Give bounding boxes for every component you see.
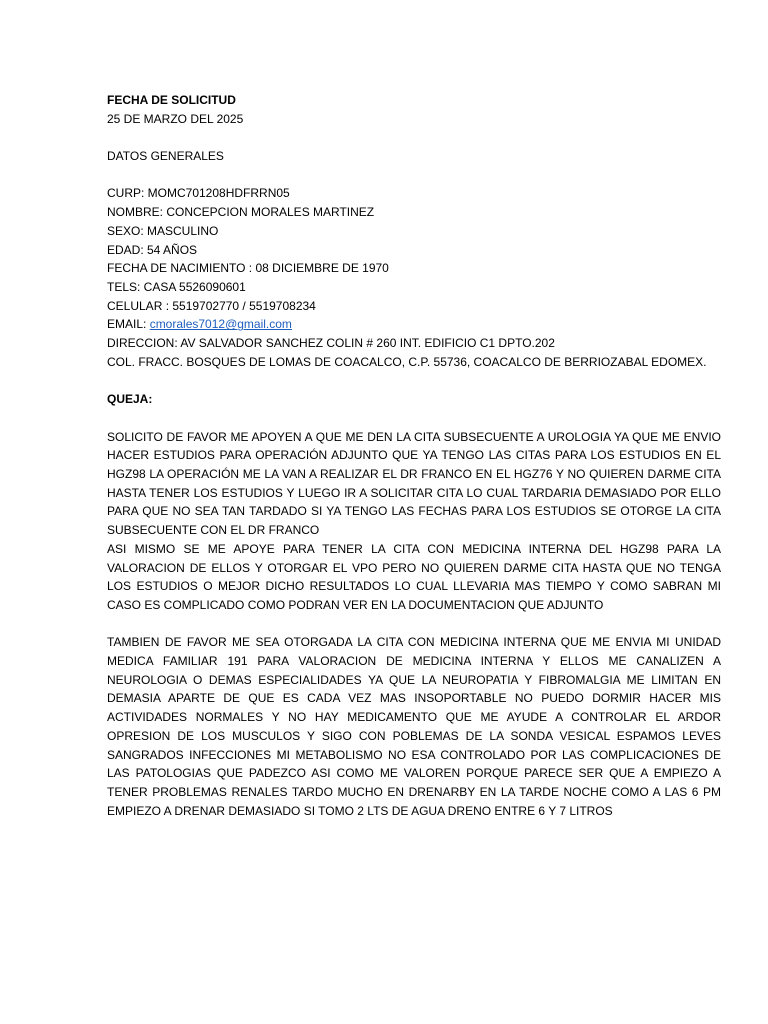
complaint-paragraph-1: SOLICITO DE FAVOR ME APOYEN A QUE ME DEN LA CITA SUBSECUENTE A UROLOGIA YA QUE ME ENVIO HACER ESTUDIOS PARA OPERACIÓN ADJUNTO QUE YA TENGO LAS CITAS PARA LOS ESTUDIOS EN EL HGZ98 LA OPERACIÓN ME LA VAN A REALIZAR EL DR FRANCO EN EL HGZ76 Y NO QUIEREN DARME CITA HASTA TENER LOS ESTUDIOS Y LUEGO IR A SOLICITAR CITA LO CUAL TARDARIA DEMASIADO POR ELLO PARA QUE NO SEA TAN TARDADO SI YA TENGO LAS FECHAS PARA LOS ESTUDIOS SE OTORGE LA CITA SUBSECUENTE CON EL DR FRANCO [107,429,721,538]
email-label: EMAIL: [107,317,150,332]
address-line-1: DIRECCION: AV SALVADOR SANCHEZ COLIN # 260 INT. EDIFICIO C1 DPTO.202 [107,336,555,351]
name-line: NOMBRE: CONCEPCION MORALES MARTINEZ [107,205,375,220]
complaint-text [107,428,721,821]
age-line: EDAD: 54 AÑOS [107,242,198,257]
spacer [107,128,721,147]
spacer [107,166,721,185]
cellphone-line: CELULAR : 5519702770 / 5519708234 [107,298,316,313]
email-line [107,315,721,334]
request-date-value: 25 DE MARZO DEL 2025 [107,111,244,126]
email-link[interactable]: cmorales7012@gmail.com [149,317,292,332]
request-date-heading: FECHA DE SOLICITUD [107,93,236,107]
phones-line: TELS: CASA 5526090601 [107,280,246,294]
spacer [107,409,721,428]
sex-line: SEXO: MASCULINO [107,223,219,238]
spacer [107,372,721,391]
spacer [107,615,721,634]
birth-date-line: FECHA DE NACIMIENTO : 08 DICIEMBRE DE 1970 [107,261,389,276]
document-body [107,91,721,820]
complaint-paragraph-2: ASI MISMO SE ME APOYE PARA TENER LA CITA CON MEDICINA INTERNA DEL HGZ98 PARA LA VALORACION DE ELLOS Y OTORGAR EL VPO PERO NO QUIEREN DARME CITA HASTA QUE NO TENGA LOS ESTUDIOS O MEJOR DICHO RESULTADOS LO CUAL LLEVARIA MAS TIEMPO Y COMO SABRAN MI CASO ES COMPLICADO COMO PODRAN VER EN LA DOCUMENTACION QUE ADJUNTO [107,541,721,612]
complaint-paragraph-3: TAMBIEN DE FAVOR ME SEA OTORGADA LA CITA CON MEDICINA INTERNA QUE ME ENVIA MI UNIDAD MEDICA FAMILIAR 191 PARA VALORACION DE MEDICINA INTERNA Y ELLOS ME CANALIZEN A NEUROLOGIA O DEMAS ESPECIALIDADES YA QUE LA NEUROPATIA Y FIBROMALGIA ME LIMITAN EN DEMASIA APARTE DE QUE ES CADA VEZ MAS INSOPORTABLE NO PUEDO DORMIR HACER MIS ACTIVIDADES NORMALES Y NO HAY MEDICAMENTO QUE ME AYUDE A CONTROLAR EL ARDOR OPRESION DE LOS MUSCULOS Y SIGO CON POBLEMAS DE LA SONDA VESICAL ESPAMOS LEVES SANGRADOS INFECCIONES MI METABOLISMO NO ESA CONTROLADO POR LAS COMPLICACIONES DE LAS PATOLOGIAS QUE PADEZCO ASI COMO ME VALOREN PORQUE PARECE SER QUE A EMPIEZO A TENER PROBLEMAS RENALES TARDO MUCHO EN DRENARBY EN LA TARDE NOCHE COMO A LAS 6 PM EMPIEZO A DRENAR DEMASIADO SI TOMO 2 LTS DE AGUA DRENO ENTRE 6 Y 7 LITROS [107,635,721,818]
complaint-heading: QUEJA: [107,392,153,407]
address-line-2: COL. FRACC. BOSQUES DE LOMAS DE COACALCO, C.P. 55736, COACALCO DE BERRIOZABAL EDOMEX. [107,354,707,369]
curp-line: CURP: MOMC701208HDFRRN05 [107,186,290,201]
general-data-heading: DATOS GENERALES [107,149,224,164]
